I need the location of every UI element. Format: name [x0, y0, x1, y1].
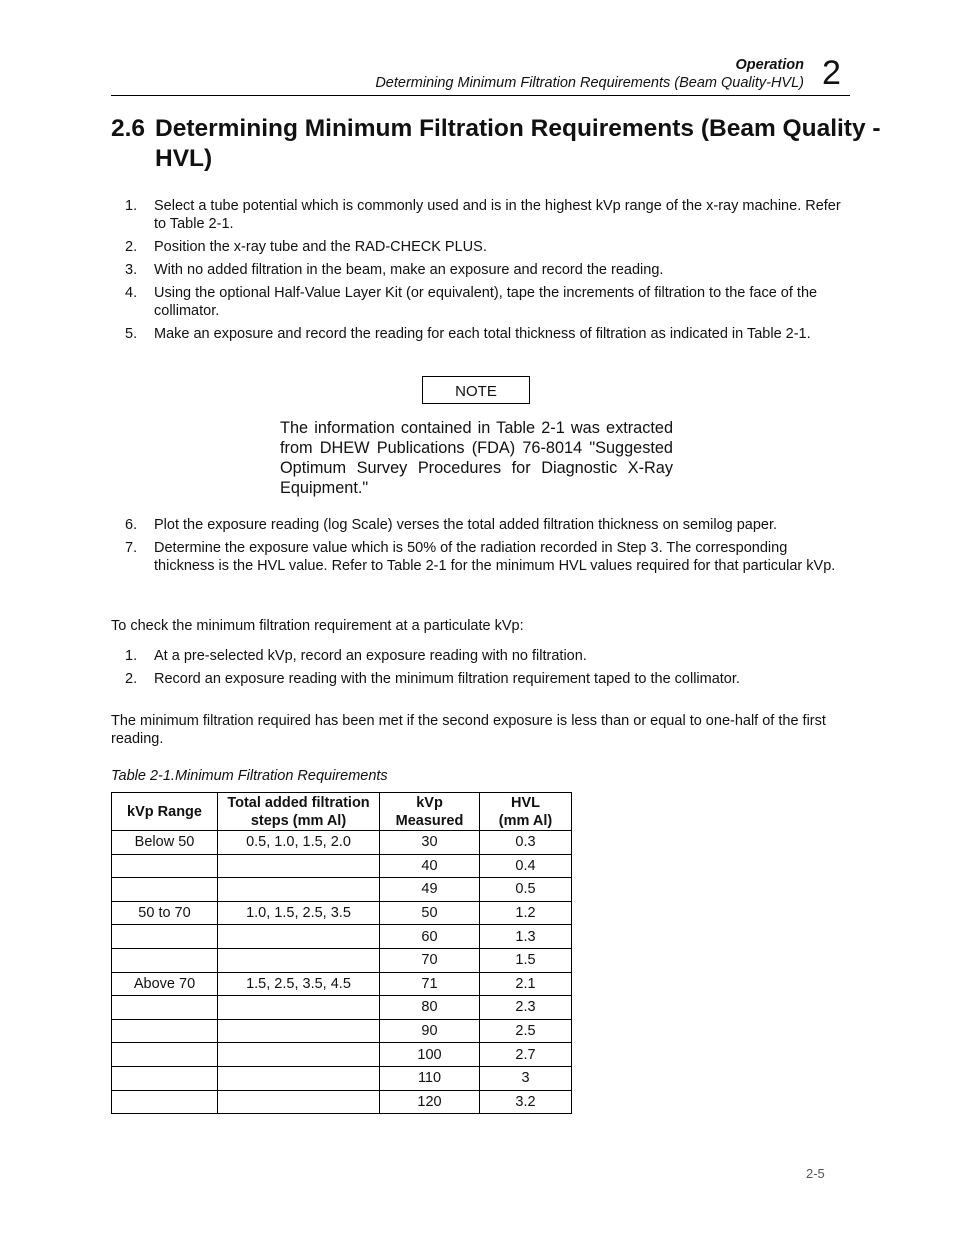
cell-hvl: 2.7	[480, 1043, 572, 1067]
section-title-line1: Determining Minimum Filtration Requirements (Beam Quality -	[155, 115, 881, 142]
list-item	[111, 516, 851, 534]
cell-hvl: 1.2	[480, 901, 572, 925]
list-item-number: 2.	[125, 671, 138, 687]
cell-filtration-steps: 1.5, 2.5, 3.5, 4.5	[218, 972, 380, 996]
cell-kvp-measured: 80	[380, 996, 480, 1020]
table-row	[112, 1066, 572, 1090]
cell-kvp-measured: 60	[380, 925, 480, 949]
section-title-line2: HVL)	[155, 145, 213, 172]
filtration-table	[111, 792, 572, 1114]
cell-kvp-range	[112, 1043, 218, 1067]
cell-filtration-steps	[218, 854, 380, 878]
cell-filtration-steps	[218, 878, 380, 902]
cell-kvp-measured: 50	[380, 901, 480, 925]
cell-hvl: 3.2	[480, 1090, 572, 1114]
cell-filtration-steps	[218, 1019, 380, 1043]
list-item-text: With no added filtration in the beam, make an exposure and record the reading.	[154, 262, 664, 278]
cell-kvp-range	[112, 996, 218, 1020]
table-row	[112, 1019, 572, 1043]
list-item-number: 5.	[125, 326, 138, 342]
cell-filtration-steps	[218, 996, 380, 1020]
cell-hvl: 0.3	[480, 831, 572, 855]
cell-kvp-measured: 49	[380, 878, 480, 902]
list-item	[111, 261, 851, 279]
table-row	[112, 925, 572, 949]
list-item-text: Plot the exposure reading (log Scale) verses the total added filtration thickness on semilog paper.	[154, 517, 778, 533]
cell-hvl: 3	[480, 1066, 572, 1090]
cell-filtration-steps	[218, 1043, 380, 1067]
steps-list-c	[111, 647, 851, 693]
header-kvp-range: kVp Range	[112, 793, 218, 831]
cell-hvl: 2.3	[480, 996, 572, 1020]
cell-filtration-steps	[218, 1066, 380, 1090]
list-item	[111, 539, 851, 575]
list-item	[111, 647, 851, 665]
table-row	[112, 901, 572, 925]
table-row	[112, 878, 572, 902]
cell-filtration-steps: 1.0, 1.5, 2.5, 3.5	[218, 901, 380, 925]
cell-kvp-range	[112, 1090, 218, 1114]
list-item	[111, 325, 851, 343]
header-kvp-measured: kVp Measured	[380, 793, 480, 831]
list-item	[111, 284, 851, 320]
steps-list-b	[111, 516, 851, 580]
list-item-text: Position the x-ray tube and the RAD-CHECK PLUS.	[154, 239, 487, 255]
table-row	[112, 972, 572, 996]
list-item-text: At a pre-selected kVp, record an exposure reading with no filtration.	[154, 648, 587, 664]
page-number: 2-5	[806, 1166, 825, 1181]
list-item-number: 7.	[125, 540, 138, 556]
cell-filtration-steps	[218, 925, 380, 949]
cell-filtration-steps	[218, 948, 380, 972]
cell-kvp-range	[112, 878, 218, 902]
cell-kvp-range: Above 70	[112, 972, 218, 996]
cell-hvl: 1.3	[480, 925, 572, 949]
cell-kvp-measured: 90	[380, 1019, 480, 1043]
cell-kvp-measured: 30	[380, 831, 480, 855]
list-item-number: 3.	[125, 262, 138, 278]
cell-hvl: 0.4	[480, 854, 572, 878]
cell-filtration-steps: 0.5, 1.0, 1.5, 2.0	[218, 831, 380, 855]
cell-kvp-measured: 40	[380, 854, 480, 878]
cell-kvp-range	[112, 1066, 218, 1090]
list-item-text: Select a tube potential which is commonly used and is in the highest kVp range of the x-ray machine. Refer to Table 2-1.	[154, 198, 841, 232]
cell-kvp-measured: 71	[380, 972, 480, 996]
cell-kvp-range	[112, 854, 218, 878]
cell-kvp-range	[112, 948, 218, 972]
list-item-text: Make an exposure and record the reading for each total thickness of filtration as indicated in Table 2-1.	[154, 326, 811, 342]
steps-list-a	[111, 197, 851, 348]
header-hvl: HVL (mm Al)	[480, 793, 572, 831]
list-item	[111, 670, 851, 688]
cell-hvl: 0.5	[480, 878, 572, 902]
table-row	[112, 1043, 572, 1067]
note-label-box: NOTE	[422, 376, 530, 404]
list-item	[111, 197, 851, 233]
table-row	[112, 996, 572, 1020]
conclusion-paragraph: The minimum filtration required has been met if the second exposure is less than or equal to one-half of the first reading.	[111, 713, 826, 747]
cell-kvp-measured: 120	[380, 1090, 480, 1114]
section-heading	[111, 114, 911, 174]
header-filtration-steps: Total added filtration steps (mm Al)	[218, 793, 380, 831]
cell-kvp-range	[112, 1019, 218, 1043]
table-row	[112, 1090, 572, 1114]
chapter-number: 2	[822, 54, 841, 92]
cell-kvp-range: 50 to 70	[112, 901, 218, 925]
cell-kvp-measured: 100	[380, 1043, 480, 1067]
table-row	[112, 854, 572, 878]
list-item	[111, 238, 851, 256]
list-item-number: 2.	[125, 239, 138, 255]
header-rule	[111, 95, 850, 96]
list-item-text: Using the optional Half-Value Layer Kit (or equivalent), tape the increments of filtration to the face of the collimator.	[154, 285, 818, 319]
section-number: 2.6	[111, 115, 146, 142]
cell-hvl: 2.5	[480, 1019, 572, 1043]
header-title: Operation	[735, 57, 804, 73]
table-caption: Table 2-1.Minimum Filtration Requirements	[111, 768, 388, 784]
list-item-number: 4.	[125, 285, 138, 301]
note-text: The information contained in Table 2-1 was extracted from DHEW Publications (FDA) 76-8014 "Suggested Optimum Survey Procedures for Diagnostic X-Ray Equipment."	[280, 419, 673, 497]
table-row	[112, 948, 572, 972]
check-intro: To check the minimum filtration requirement at a particulate kVp:	[111, 618, 524, 634]
cell-kvp-measured: 110	[380, 1066, 480, 1090]
table-row	[112, 831, 572, 855]
list-item-number: 1.	[125, 648, 138, 664]
cell-kvp-range: Below 50	[112, 831, 218, 855]
list-item-number: 6.	[125, 517, 138, 533]
list-item-text: Record an exposure reading with the minimum filtration requirement taped to the collimator.	[154, 671, 740, 687]
list-item-number: 1.	[125, 198, 138, 214]
header-subtitle: Determining Minimum Filtration Requirements (Beam Quality-HVL)	[375, 75, 804, 91]
list-item-text: Determine the exposure value which is 50% of the radiation recorded in Step 3. The corresponding thickness is the HVL value. Refer to Table 2-1 for the minimum HVL values required for that particular kVp.	[154, 540, 836, 574]
cell-filtration-steps	[218, 1090, 380, 1114]
cell-kvp-measured: 70	[380, 948, 480, 972]
table-header-row	[112, 793, 572, 831]
cell-kvp-range	[112, 925, 218, 949]
cell-hvl: 2.1	[480, 972, 572, 996]
cell-hvl: 1.5	[480, 948, 572, 972]
